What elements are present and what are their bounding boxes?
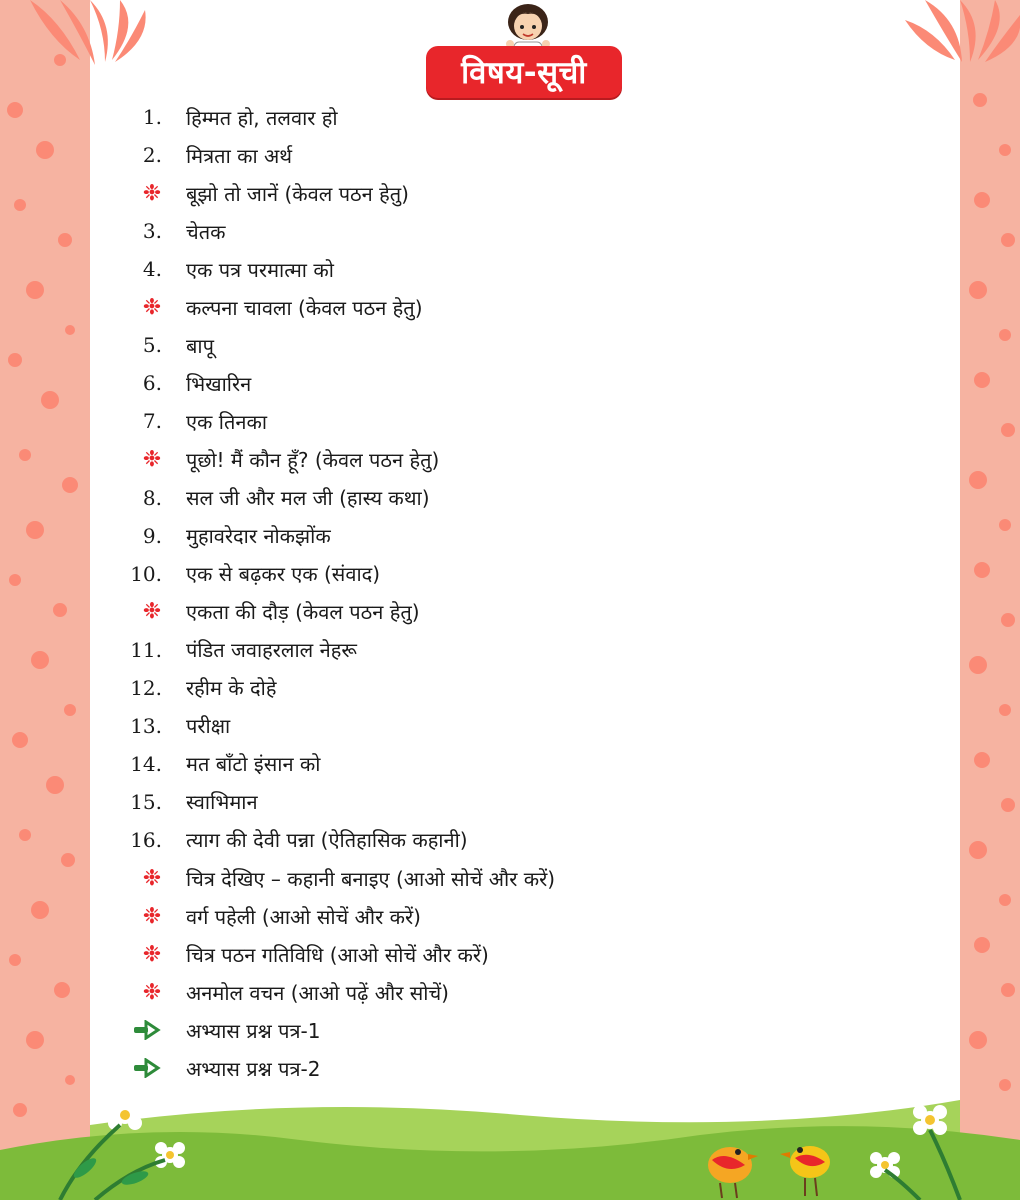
item-number: 15.: [130, 789, 162, 814]
chapter-title: चेतक: [186, 219, 226, 244]
item-number: 11.: [130, 637, 162, 662]
item-number: 8.: [142, 485, 162, 510]
chapter-title: सल जी और मल जी (हास्य कथा): [186, 486, 430, 510]
chapter-title: परीक्षा: [186, 714, 231, 739]
star-bullet-icon: ❉: [142, 865, 162, 891]
star-bullet-icon: ❉: [142, 599, 162, 625]
toc-row: [0, 974, 1020, 1010]
item-number: 9.: [142, 523, 162, 548]
toc-row: [0, 365, 1020, 401]
toc-row: [0, 137, 1020, 173]
toc-row: [0, 213, 1020, 249]
chapter-title: चित्र देखिए – कहानी बनाइए (आओ सोचें और करें): [186, 866, 556, 891]
arrow-bullet-icon: [132, 1058, 164, 1078]
toc-row: [0, 327, 1020, 363]
item-number: 6.: [142, 371, 162, 396]
toc-row: [0, 632, 1020, 668]
page-title: विषय-सूची: [461, 55, 587, 91]
chapter-title: अभ्यास प्रश्न पत्र-2: [186, 1056, 321, 1081]
star-bullet-icon: ❉: [142, 294, 162, 320]
chapter-title: मुहावरेदार नोकझोंक: [186, 524, 331, 549]
toc-row: [0, 746, 1020, 782]
toc-row: [0, 860, 1020, 896]
item-number: 13.: [130, 713, 162, 738]
toc-row: [0, 99, 1020, 135]
toc-row: [0, 289, 1020, 325]
star-bullet-icon: ❉: [142, 180, 162, 206]
toc-row: [0, 936, 1020, 972]
toc-row: [0, 670, 1020, 706]
star-bullet-icon: ❉: [142, 979, 162, 1005]
chapter-title: स्वाभिमान: [186, 790, 258, 815]
chapter-title: पूछो! मैं कौन हूँ? (केवल पठन हेतु): [186, 447, 440, 472]
item-number: 1.: [142, 105, 162, 129]
item-number: 10.: [130, 561, 162, 586]
star-bullet-icon: ❉: [142, 446, 162, 472]
item-number: 7.: [142, 409, 162, 434]
chapter-title: कल्पना चावला (केवल पठन हेतु): [186, 295, 423, 320]
arrow-bullet-icon: [132, 1020, 164, 1040]
chapter-title: अनमोल वचन (आओ पढ़ें और सोचें): [186, 980, 449, 1005]
star-bullet-icon: ❉: [142, 903, 162, 929]
chapter-title: एक से बढ़कर एक (संवाद): [186, 562, 381, 587]
toc-row: [0, 175, 1020, 211]
toc-row: [0, 480, 1020, 516]
chapter-title: मत बाँटो इंसान को: [186, 752, 321, 777]
chapter-title: भिखारिन: [186, 371, 252, 396]
chapter-title: अभ्यास प्रश्न पत्र-1: [186, 1018, 321, 1043]
toc-row: [0, 784, 1020, 820]
chapter-title: एक तिनका: [186, 409, 267, 434]
toc-row: [0, 441, 1020, 477]
chapter-title: बूझो तो जानें (केवल पठन हेतु): [186, 181, 409, 206]
item-number: 3.: [142, 219, 162, 244]
toc-row: [0, 594, 1020, 630]
toc-row: [0, 251, 1020, 287]
chapter-title: रहीम के दोहे: [186, 676, 277, 701]
chapter-title: हिम्मत हो, तलवार हो: [186, 105, 338, 130]
item-number: 12.: [130, 675, 162, 700]
toc-row: [0, 708, 1020, 744]
item-number: 2.: [142, 143, 162, 168]
item-number: 5.: [142, 333, 162, 358]
toc-row: [0, 898, 1020, 934]
chapter-title: पंडित जवाहरलाल नेहरू: [186, 638, 357, 663]
chapter-title: मित्रता का अर्थ: [186, 143, 293, 168]
toc-row: [0, 518, 1020, 554]
chapter-title: चित्र पठन गतिविधि (आओ सोचें और करें): [186, 942, 489, 967]
chapter-title: वर्ग पहेली (आओ सोचें और करें): [186, 904, 421, 929]
star-bullet-icon: ❉: [142, 941, 162, 967]
toc-row: [0, 822, 1020, 858]
toc-row: [0, 1012, 1020, 1048]
item-number: 14.: [130, 751, 162, 776]
toc-row: [0, 556, 1020, 592]
chapter-title: बापू: [186, 333, 214, 358]
chapter-title: त्याग की देवी पन्ना (ऐतिहासिक कहानी): [186, 828, 468, 853]
chapter-title: एकता की दौड़ (केवल पठन हेतु): [186, 600, 420, 625]
grass-ground-illustration: [0, 1080, 1020, 1200]
chapter-title: एक पत्र परमात्मा को: [186, 257, 334, 282]
item-number: 16.: [130, 827, 162, 852]
toc-row: [0, 403, 1020, 439]
item-number: 4.: [142, 257, 162, 282]
